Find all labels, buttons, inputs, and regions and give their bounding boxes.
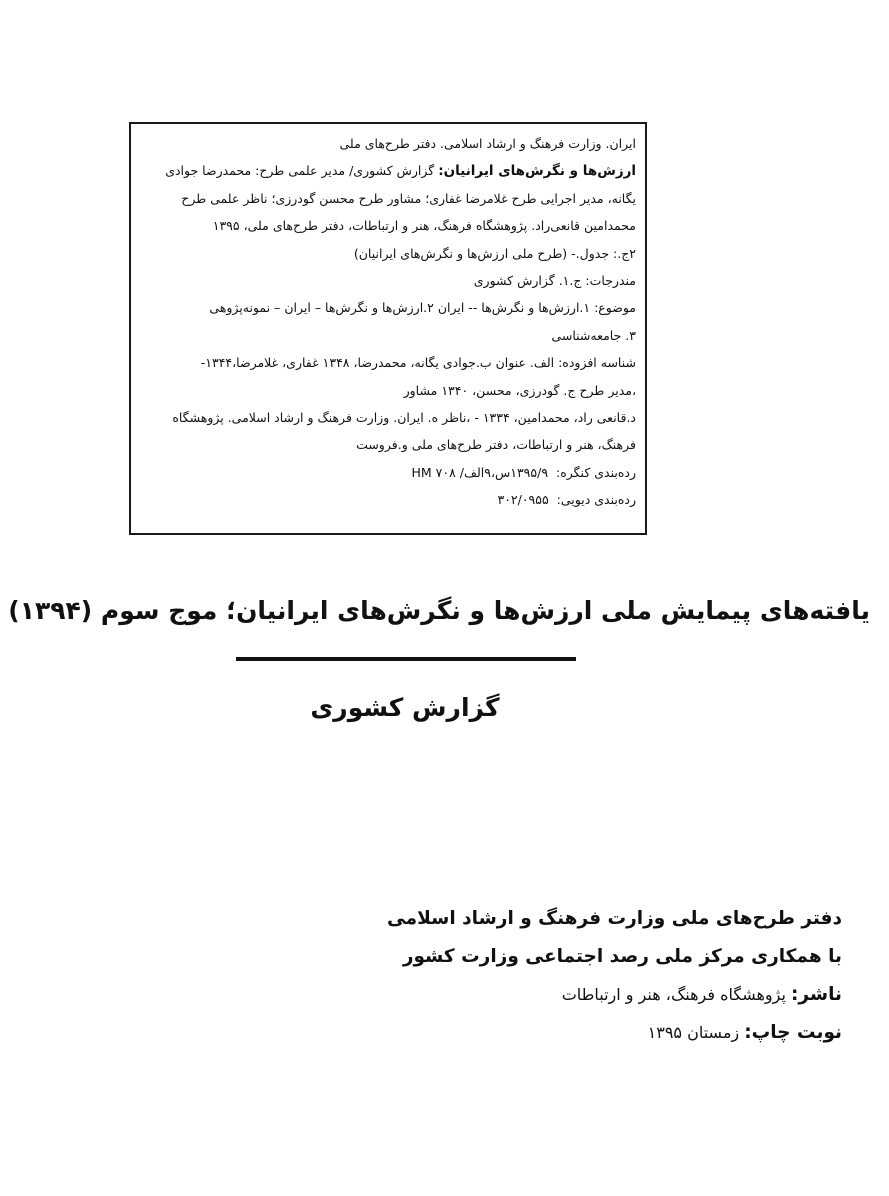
publisher-value: پژوهشگاه فرهنگ، هنر و ارتباطات [561,985,791,1004]
cip-line: ۳. جامعه‌شناسی [551,327,636,343]
cip-line: فرهنگ، هنر و ارتباطات، دفتر طرح‌های ملی و.فروست [356,437,636,453]
publisher-info [362,900,842,1052]
publisher-label: ناشر: [791,984,842,1005]
cip-title-rest: گزارش کشوری/ مدیر علمی طرح: محمدرضا جوادی [165,163,439,179]
edition-value: زمستان ۱۳۹۵ [647,1023,745,1042]
cip-added-entry-line: شناسه افزوده: الف. عنوان ب.جوادی یگانه، محمدرضا، ۱۳۴۸ غفاری، غلامرضا،۱۳۴۴- [200,355,636,371]
cip-title-bold: ارزش‌ها و نگرش‌های ایرانیان: [438,163,636,180]
dewey-label: رده‌بندی دیویی: [556,492,636,508]
cip-congress-class-line [147,459,636,486]
cip-title-line [147,157,636,184]
cip-line: ۲ج.: جدول.- (طرح ملی ارزش‌ها و نگرش‌های ایرانیان) [353,245,636,261]
title-divider [236,657,576,661]
cip-line: مندرجات: ج.۱. گزارش کشوری [473,272,636,288]
cip-line: د.قانعی راد، محمدامین، ۱۳۳۴ - ،ناظر ه. ایران. وزارت فرهنگ و ارشاد اسلامی. پژوهشگاه [172,409,636,425]
dewey-value: ۳۰۲/۰۹۵۵ [497,492,549,508]
cataloging-in-publication-box [129,122,647,535]
cip-line: محمدامین قانعی‌راد. پژوهشگاه فرهنگ، هنر و ارتباطات، دفتر طرح‌های ملی، ۱۳۹۵ [212,218,636,234]
cip-line: ،مدیر طرح ج. گودرزی، محسن، ۱۳۴۰ مشاور [403,382,636,398]
congress-label: رده‌بندی کنگره: [555,464,636,480]
cip-dewey-class-line [147,486,636,513]
book-subtitle: گزارش کشوری [310,693,500,722]
publisher-line [362,976,842,1014]
cooperation-line: با همکاری مرکز ملی رصد اجتماعی وزارت کشور [402,946,842,967]
cip-line: ایران. وزارت فرهنگ و ارشاد اسلامی. دفتر طرح‌های ملی [339,136,636,151]
book-title: یافته‌های پیمایش ملی ارزش‌ها و نگرش‌های ایرانیان؛ موج سوم (۱۳۹۴) [8,596,870,625]
edition-label: نوبت چاپ: [744,1022,842,1043]
edition-line [362,1014,842,1052]
office-line: دفتر طرح‌های ملی وزارت فرهنگ و ارشاد اسلامی [386,908,842,929]
cip-line: یگانه، مدیر اجرایی طرح غلامرضا غفاری؛ مشاور طرح محسن گودرزی؛ ناظر علمی طرح [181,190,636,206]
cip-subject-line: موضوع: ۱.ارزش‌ها و نگرش‌ها -- ایران ۲.ارزش‌ها و نگرش‌ها – ایران – نمونه‌پژوهی [209,300,636,316]
congress-value: ۱۳۹۵/۹س،۹الف/ ۷۰۸ HM [411,464,549,480]
